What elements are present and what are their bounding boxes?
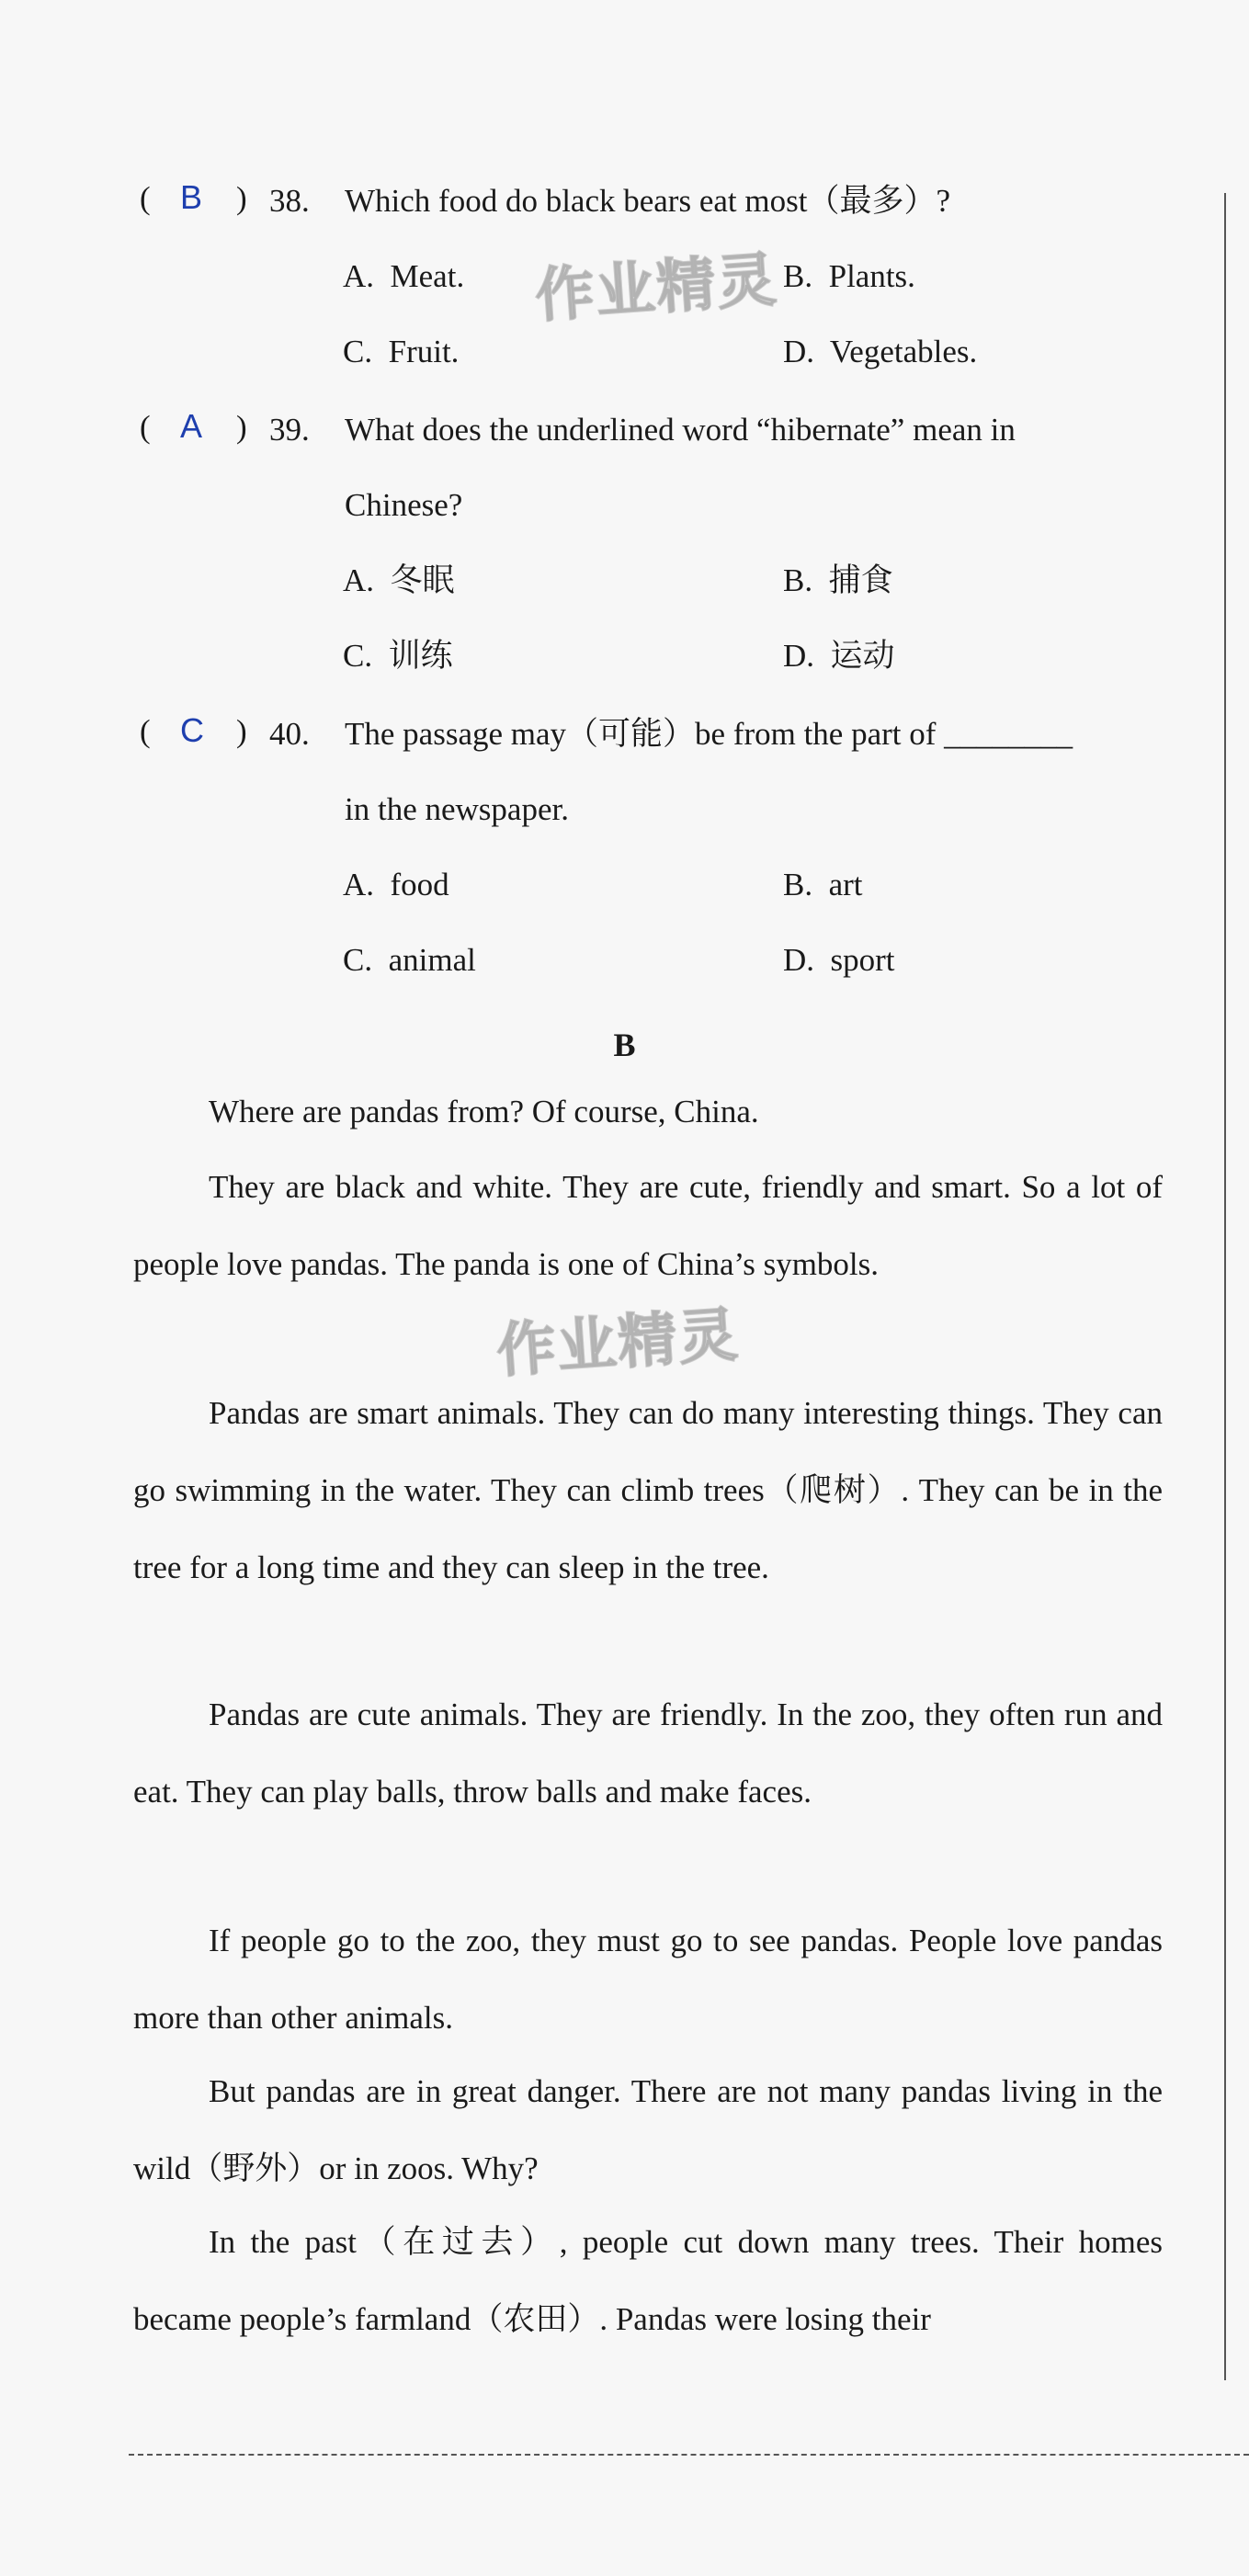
- passage-paragraph: They are black and white. They are cute, friendly and smart. So a lot of people love pandas. The panda is one of China’s symbols.: [133, 1169, 1163, 1282]
- question-stem-cont: Chinese?: [345, 487, 463, 523]
- answer-open-paren: (: [140, 180, 151, 216]
- passage-paragraph: Pandas are smart animals. They can do many interesting things. They can go swimming in the water. They can climb trees（爬树）. They can be in the tree for a long time and they can sleep in the tree.: [133, 1395, 1163, 1585]
- answer-mark: C: [180, 711, 204, 749]
- answer-mark: B: [180, 178, 203, 216]
- option-d: D. sport: [783, 942, 895, 978]
- option-c: C. Fruit.: [343, 334, 460, 369]
- question-stem-cont: in the newspaper.: [345, 791, 569, 827]
- passage-paragraph: If people go to the zoo, they must go to see pandas. People love pandas more than other animals.: [133, 1923, 1163, 2036]
- right-margin-rule: [1224, 193, 1226, 2380]
- watermark: 作业精灵: [533, 245, 780, 332]
- question-number: 39.: [269, 412, 310, 448]
- answer-open-paren: (: [140, 713, 151, 749]
- answer-mark: A: [180, 407, 203, 445]
- option-d: D. 运动: [783, 638, 895, 674]
- answer-close-paren: ): [236, 180, 247, 216]
- question-stem: Which food do black bears eat most（最多）?: [345, 183, 950, 219]
- cut-line: [129, 2454, 1249, 2456]
- question-stem: The passage may（可能）be from the part of ________: [345, 716, 1073, 752]
- option-a: A. food: [343, 867, 449, 902]
- answer-open-paren: (: [140, 409, 151, 445]
- option-a: A. 冬眠: [343, 562, 455, 598]
- answer-close-paren: ): [236, 409, 247, 445]
- option-c: C. animal: [343, 942, 476, 978]
- question-number: 40.: [269, 716, 310, 752]
- option-b: B. art: [783, 867, 863, 902]
- section-title: B: [613, 1027, 636, 1063]
- question-stem: What does the underlined word “hibernate” mean in: [345, 412, 1016, 448]
- passage-paragraph: Where are pandas from? Of course, China.: [209, 1094, 759, 1129]
- passage-paragraph: In the past（在过去）, people cut down many trees. Their homes became people’s farmland（农田）. Pandas were losing their: [133, 2224, 1163, 2337]
- passage-paragraph: But pandas are in great danger. There are not many pandas living in the wild（野外）or in zoos. Why?: [133, 2073, 1163, 2186]
- watermark: 作业精灵: [494, 1300, 742, 1387]
- option-b: B. 捕食: [783, 562, 893, 598]
- option-b: B. Plants.: [783, 258, 915, 294]
- option-a: A. Meat.: [343, 258, 465, 294]
- option-d: D. Vegetables.: [783, 334, 978, 369]
- answer-close-paren: ): [236, 713, 247, 749]
- question-number: 38.: [269, 183, 310, 219]
- passage-paragraph: Pandas are cute animals. They are friendly. In the zoo, they often run and eat. They can play balls, throw balls and make faces.: [133, 1697, 1163, 1810]
- option-c: C. 训练: [343, 638, 453, 674]
